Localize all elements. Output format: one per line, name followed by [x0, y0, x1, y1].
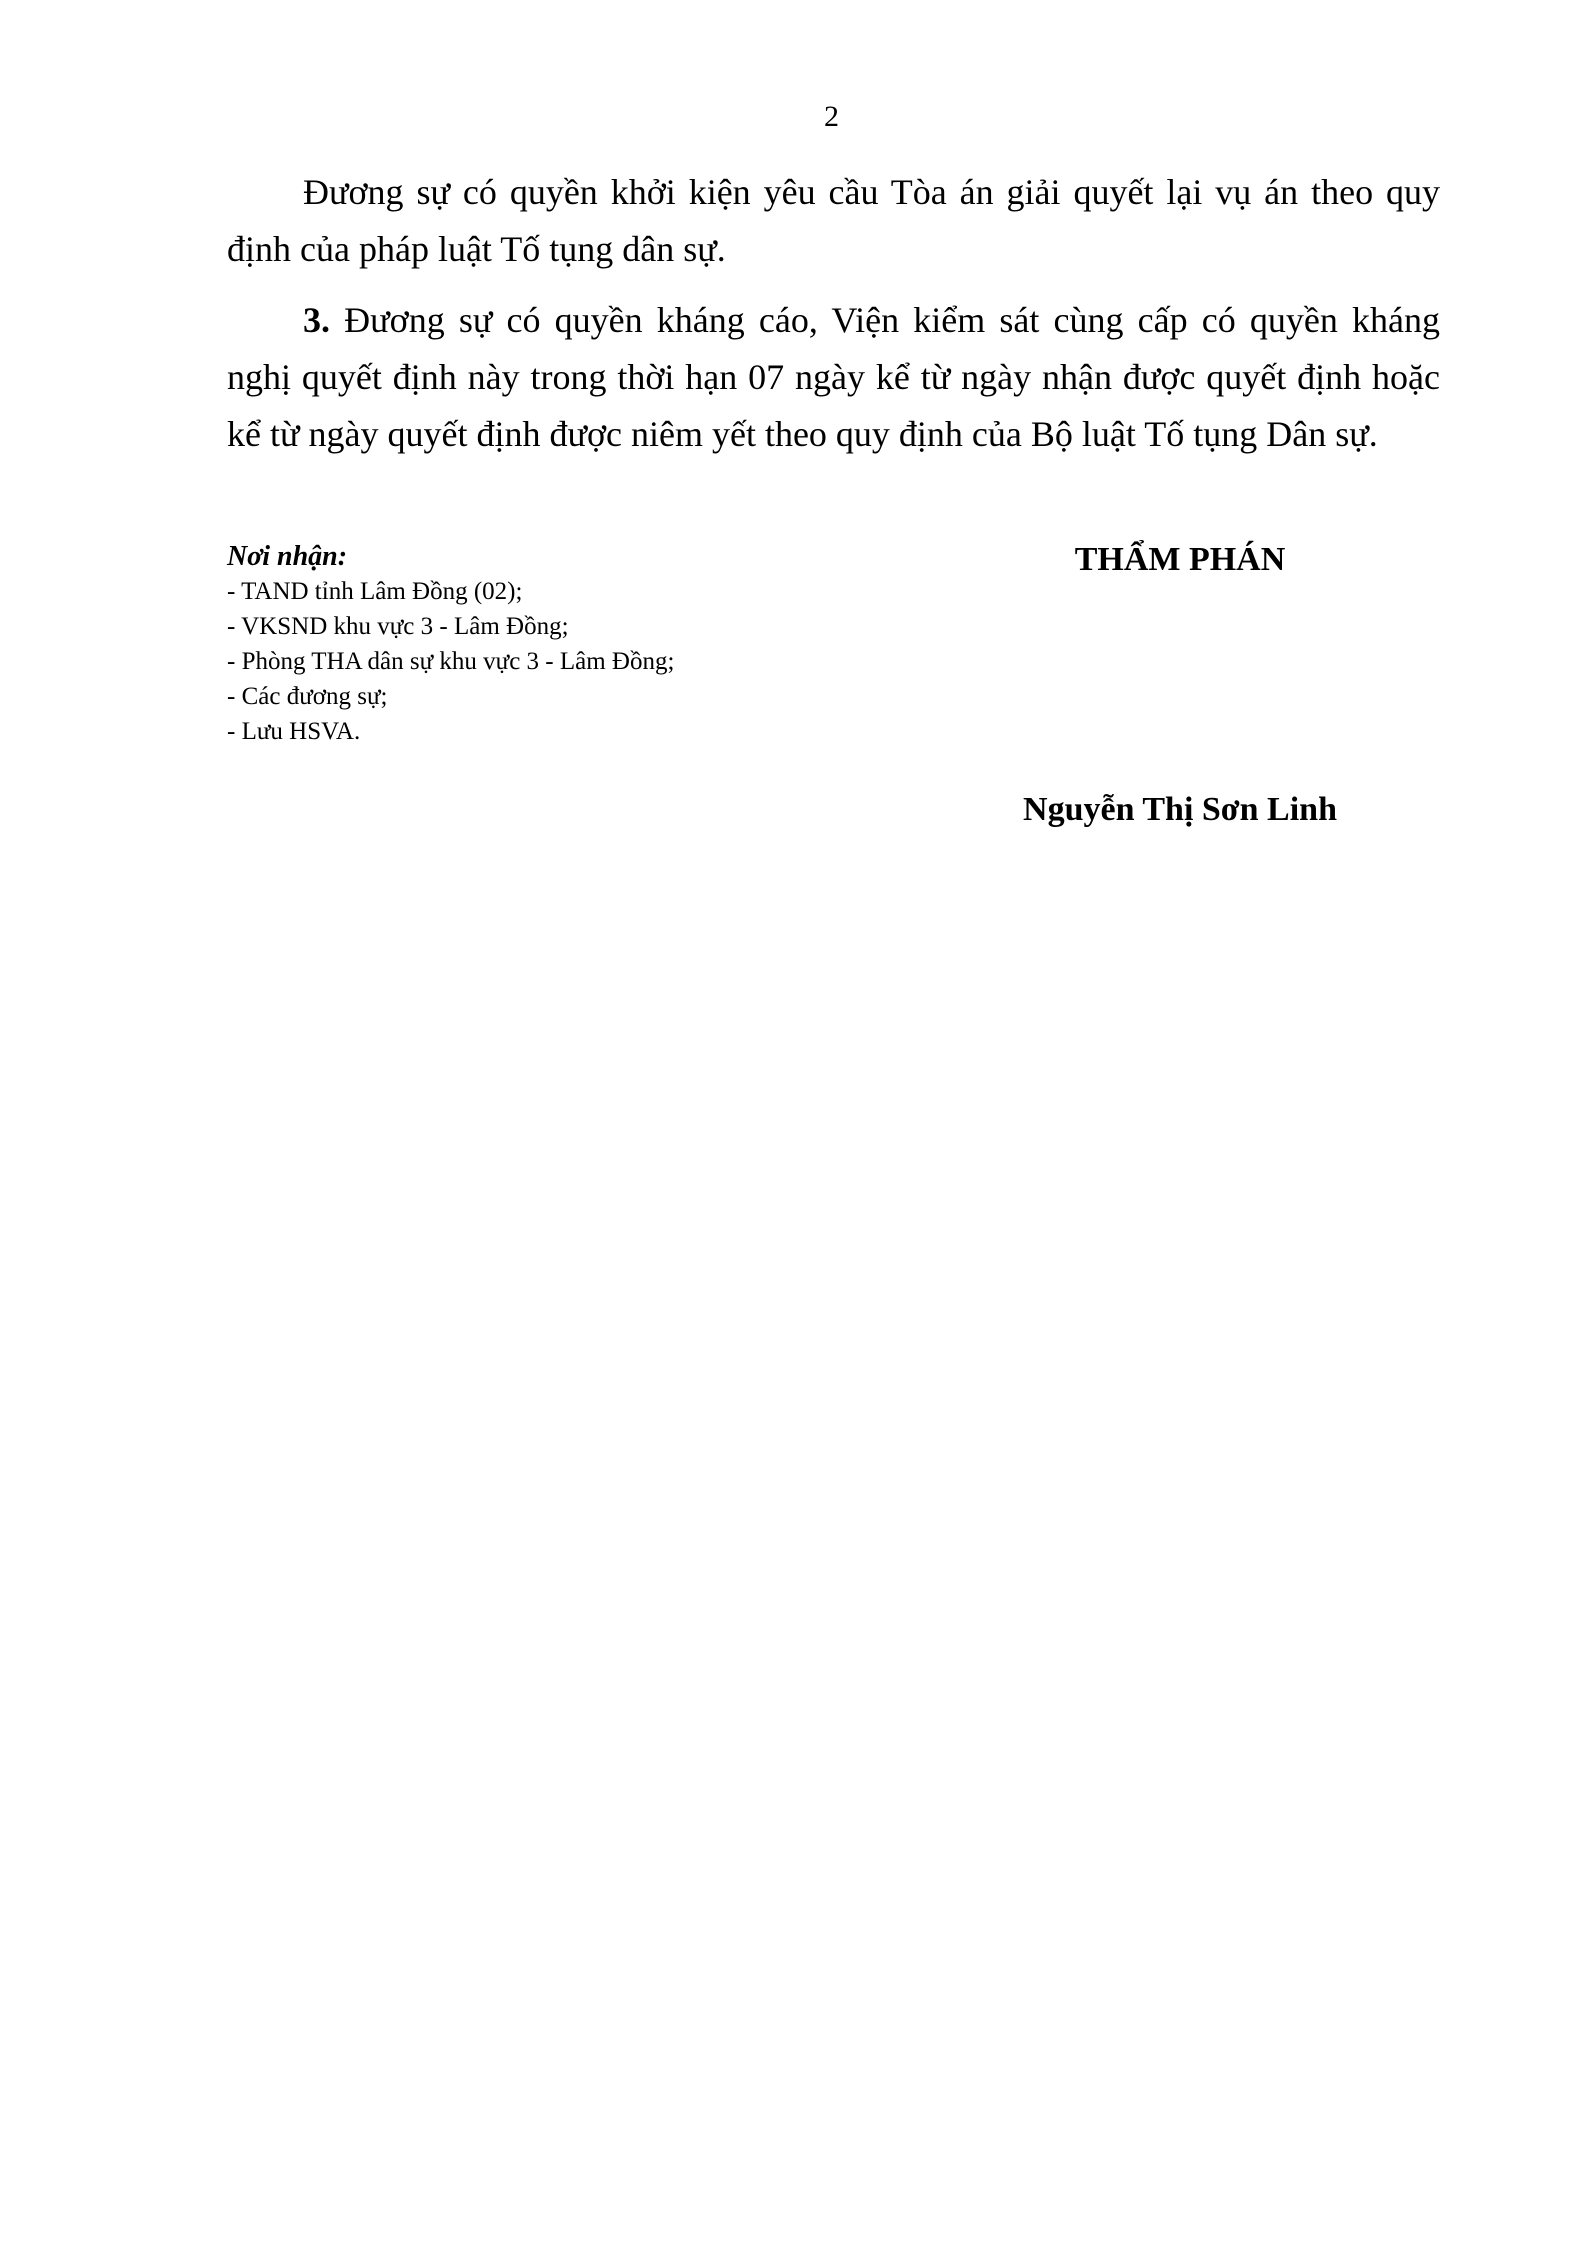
page-number: 2 [824, 100, 839, 133]
signer-name: Nguyễn Thị Sơn Linh [1023, 791, 1337, 828]
recipients-heading: Nơi nhận: [227, 541, 348, 572]
paragraph-appeal-text: Đương sự có quyền kháng cáo, Viện kiểm sát cùng cấp có quyền kháng nghị quyết định này trong thời hạn 07 ngày kể từ ngày nhận được quyết định hoặc kể từ ngày quyết định được niêm yết theo quy định của Bộ luật Tố tụng Dân sự. [227, 300, 1440, 454]
signer-title: THẨM PHÁN [1074, 541, 1286, 578]
recipient-item: - Các đương sự; [227, 683, 388, 710]
recipient-item: - VKSND khu vực 3 - Lâm Đồng; [227, 613, 569, 640]
paragraph-right-to-sue: Đương sự có quyền khởi kiện yêu cầu Tòa án giải quyết lại vụ án theo quy định của pháp luật Tố tụng dân sự. [227, 172, 1440, 269]
recipient-item: - Phòng THA dân sự khu vực 3 - Lâm Đồng; [227, 648, 675, 675]
recipient-item: - Lưu HSVA. [227, 718, 361, 745]
recipients-list [227, 574, 927, 749]
recipient-item: - TAND tỉnh Lâm Đồng (02); [227, 578, 523, 605]
recipients-block [227, 540, 927, 749]
paragraph-right-to-appeal [227, 292, 1440, 463]
paragraph-number: 3. [303, 300, 330, 340]
